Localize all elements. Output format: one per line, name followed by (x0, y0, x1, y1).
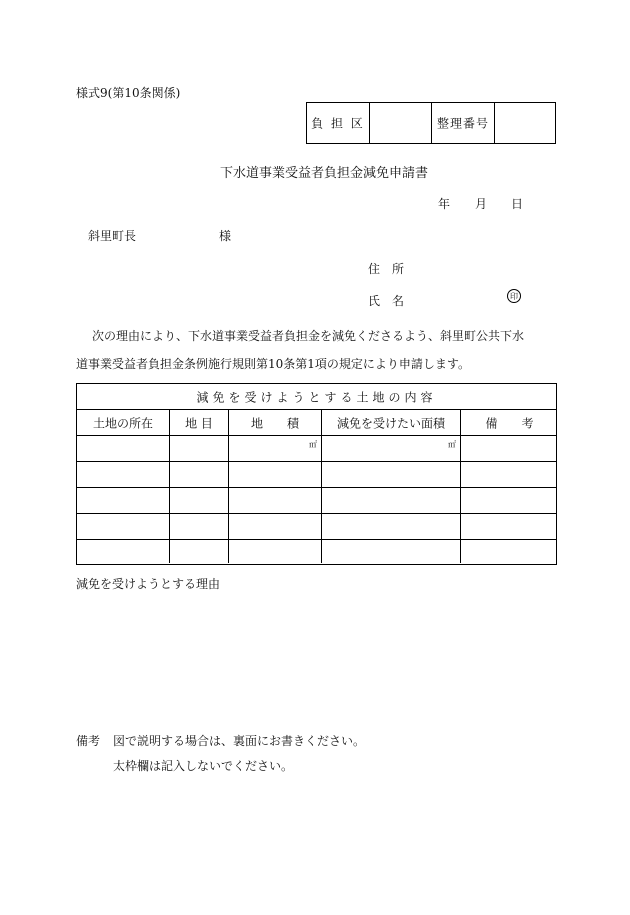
form-label: 様式9(第10条関係) (76, 86, 181, 100)
header-location: 土地の所在 (92, 416, 153, 430)
area-label-cell (307, 103, 370, 143)
reduction-area-unit: ㎡ (448, 440, 456, 449)
cell-land-category[interactable] (170, 488, 229, 513)
cell-location[interactable] (77, 540, 170, 563)
seal-mark: 印 (507, 289, 521, 303)
cell-location[interactable] (77, 488, 170, 513)
addressee-name: 斜里町長 (88, 229, 137, 243)
cell-area[interactable] (229, 514, 322, 539)
date-month: 月 (475, 197, 488, 211)
table-row (77, 540, 556, 563)
header-remarks: 備 考 (485, 416, 534, 430)
land-table-header-row (77, 410, 556, 436)
reason-text-area[interactable] (76, 598, 557, 718)
cell-remarks[interactable] (461, 436, 558, 461)
cell-remarks[interactable] (461, 514, 558, 539)
cell-reduction-area[interactable] (322, 488, 461, 513)
number-value-cell[interactable] (495, 103, 557, 143)
cell-location[interactable] (77, 514, 170, 539)
cell-reduction-area[interactable] (322, 540, 461, 563)
table-row (77, 514, 556, 540)
cell-land-category[interactable] (170, 514, 229, 539)
header-area: 地 積 (250, 416, 299, 430)
body-line-2: 道事業受益者負担金条例施行規則第10条第1項の規定により申請します。 (76, 357, 470, 371)
cell-land-category[interactable] (170, 462, 229, 487)
notes-line-2: 太枠欄は記入しないでください。 (113, 759, 294, 773)
reason-label: 減免を受けようとする理由 (76, 577, 221, 591)
notes-label: 備考 (76, 734, 101, 748)
table-row (77, 488, 556, 514)
address-label: 住 所 (368, 262, 405, 276)
cell-remarks[interactable] (461, 462, 558, 487)
cell-area[interactable] (229, 540, 322, 563)
cell-area[interactable] (229, 462, 322, 487)
cell-location[interactable] (77, 462, 170, 487)
name-label: 氏 名 (368, 294, 405, 308)
number-label: 整理番号 (436, 116, 489, 131)
cell-remarks[interactable] (461, 488, 558, 513)
date-day: 日 (511, 197, 524, 211)
cell-area[interactable] (229, 436, 322, 461)
cell-remarks[interactable] (461, 540, 558, 563)
header-land-category: 地 目 (185, 416, 213, 430)
cell-reduction-area[interactable] (322, 514, 461, 539)
cell-land-category[interactable] (170, 436, 229, 461)
area-label: 負 担 区 (311, 116, 365, 131)
cell-location[interactable] (77, 436, 170, 461)
land-table-caption: 減免を受けようとする土地の内容 (196, 390, 437, 404)
notes-line-1: 図で説明する場合は、裏面にお書きください。 (113, 734, 366, 748)
cell-reduction-area[interactable] (322, 462, 461, 487)
addressee-honorific: 様 (219, 229, 232, 243)
cell-area[interactable] (229, 488, 322, 513)
date-year: 年 (438, 197, 451, 211)
office-use-box (306, 102, 556, 144)
header-reduction-area: 減免を受けたい面積 (336, 416, 445, 430)
document-title: 下水道事業受益者負担金減免申請書 (220, 166, 429, 181)
area-value-cell[interactable] (370, 103, 432, 143)
land-table-caption-row (77, 384, 556, 410)
number-label-cell (432, 103, 495, 143)
cell-reduction-area[interactable] (322, 436, 461, 461)
table-row (77, 436, 556, 462)
cell-land-category[interactable] (170, 540, 229, 563)
table-row (77, 462, 556, 488)
body-line-1: 次の理由により、下水道事業受益者負担金を減免くださるよう、斜里町公共下水 (92, 329, 525, 343)
land-table (76, 383, 557, 565)
area-unit: ㎡ (309, 440, 317, 449)
